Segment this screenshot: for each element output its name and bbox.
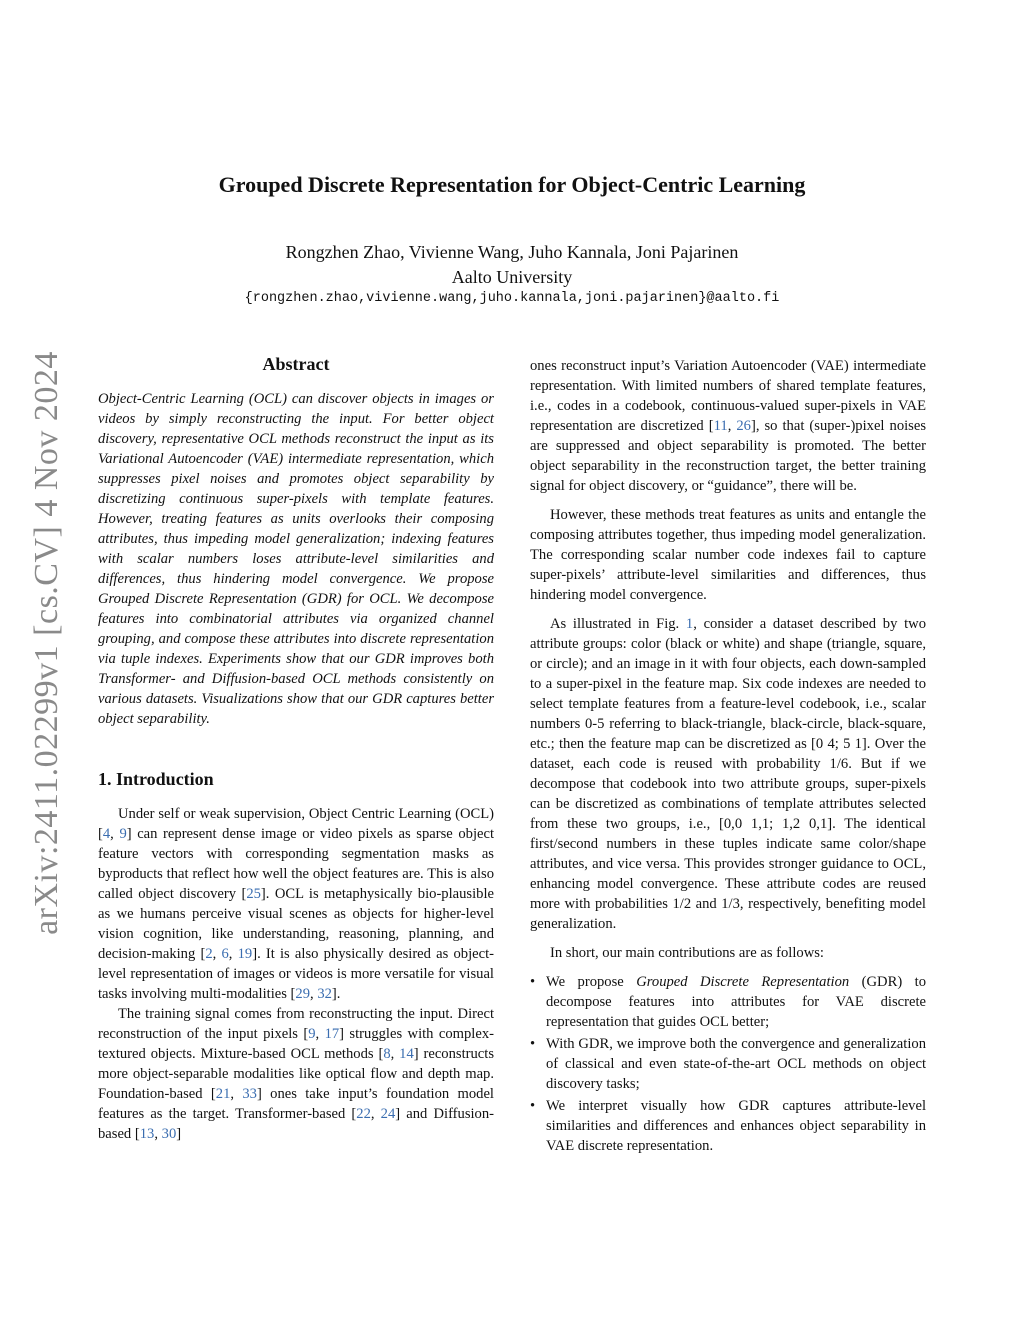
abstract-text: Object-Centric Learning (OCL) can discover objects in images or videos by simply reconstructing the input. For better object discovery, representative OCL methods reconstruct the input as its Variational Autoencoder (VAE) intermediate representation, which suppresses pixel noises and promotes object separability by discretizing continuous super-pixels with template features. However, treating features as units overlooks their composing attributes, thus impeding model generalization; indexing features with scalar numbers loses attribute-level similarities and differences, thus hindering model convergence. We propose Grouped Discrete Representation (GDR) for OCL. We decompose features into combinatorial attributes via organized channel grouping, and compose these attributes into discrete representation via tuple indexes. Experiments show that our GDR improves both Transformer- and Diffusion-based OCL methods consistently on various datasets. Visualizations show that our GDR captures better object separability. (98, 391, 494, 727)
paper-title: Grouped Discrete Representation for Object-Centric Learning (218, 172, 806, 197)
citation-link[interactable]: 8 (383, 1046, 391, 1062)
section-heading-introduction: 1. Introduction (98, 769, 214, 789)
inline-math-fraction: 1/3 (721, 896, 740, 912)
abstract-heading: Abstract (262, 354, 330, 374)
citation-link[interactable]: 19 (237, 946, 253, 962)
inline-math-matrix: [0 4; 5 1] (811, 736, 867, 752)
citation-link[interactable]: 25 (246, 886, 261, 902)
affiliation: Aalto University (451, 267, 573, 287)
left-column (98, 354, 494, 1144)
citation-link[interactable]: 2 (205, 946, 213, 962)
inline-math-matrix: [0,0 1,1; 1,2 0,1] (719, 816, 833, 832)
list-item: • We interpret visually how GDR captures attribute-level similarities and differences and enhances object separability in VAE discrete representation. (530, 1096, 926, 1156)
citation-link[interactable]: 4 (102, 826, 111, 842)
inline-math-fraction: 1/6 (829, 756, 849, 772)
contributions-list (530, 972, 926, 1156)
arxiv-id-text: arXiv:2411.02299v1 [cs.CV] 4 Nov 2024 (28, 351, 65, 935)
list-item: • We propose Grouped Discrete Representation (GDR) to decompose features into attributes for VAE discrete representation that guides OCL better; (530, 972, 926, 1032)
citation-link[interactable]: 32 (317, 986, 332, 1002)
citation-link[interactable]: 21 (215, 1086, 231, 1102)
author-emails: {rongzhen.zhao,vivienne.wang,juho.kannala,joni.pajarinen}@aalto.fi (244, 291, 780, 306)
inline-math-fraction: 1/2 (672, 896, 692, 912)
intro-paragraph-3: ones reconstruct input’s Variation Autoencoder (VAE) intermediate representation. With limited numbers of shared template features, i.e., codes in a codebook, continuous-valued super-pixels in VAE representation are discretized [11, 26], so that (super-)pixel noises are suppressed and object separability is promoted. The better object separability in the reconstruction target, the better training signal for object discovery, or “guidance”, there will be. (530, 358, 927, 494)
author-names: Rongzhen Zhao, Vivienne Wang, Juho Kannala, Joni Pajarinen (285, 242, 739, 262)
citation-link[interactable]: 22 (356, 1106, 371, 1122)
list-item: • With GDR, we improve both the convergence and generalization of classical and even state-of-the-art OCL methods on object discovery tasks; (530, 1034, 926, 1094)
intro-paragraph-1: Under self or weak supervision, Object Centric Learning (OCL) [4, 9] can represent dense image or video pixels as sparse object feature vectors with corresponding segmentation masks as byproducts that reflect how well the object features are. This is also called object discovery [25]. OCL is metaphysically bio-plausible as we humans perceive visual scenes as objects for higher-level vision cognition, like understanding, reasoning, planning, and decision-making [2, 6, 19]. It is also physically desired as object-level representation of images or videos is more versatile for visual tasks involving multi-modalities [29, 32]. (98, 806, 495, 1002)
citation-link[interactable]: 9 (308, 1026, 316, 1042)
arxiv-watermark (0, 0, 90, 1325)
citation-link[interactable]: 29 (295, 986, 311, 1002)
citation-link[interactable]: 30 (161, 1126, 177, 1142)
citation-link[interactable]: 13 (139, 1126, 155, 1142)
citation-link[interactable]: 33 (242, 1086, 257, 1102)
citation-link[interactable]: 6 (221, 946, 229, 962)
citation-link[interactable]: 14 (399, 1046, 414, 1062)
citation-link[interactable]: 11 (713, 418, 728, 434)
intro-paragraph-2: The training signal comes from reconstructing the input. Direct reconstruction of the input pixels [9, 17] struggles with complex-textured objects. Mixture-based OCL methods [8, 14] reconstructs more object-separable modalities like optical flow and depth map. Foundation-based [21, 33] ones take input’s foundation model features as the target. Transformer-based [22, 24] and Diffusion-based [13, 30] (98, 1006, 495, 1142)
author-block (0, 240, 1024, 290)
citation-link[interactable]: 9 (119, 826, 127, 842)
figure-link[interactable]: 1 (685, 616, 694, 632)
citation-link[interactable]: 17 (324, 1026, 340, 1042)
intro-paragraph-5: As illustrated in Fig. 1, consider a dataset described by two attribute groups: color (black or white) and shape (triangle, square, or circle); and an image in it with four objects, each down-sampled to a super-pixel in the feature map. Six code indexes are needed to select template features from a feature-level codebook, i.e., scalar numbers 0-5 referring to black-triangle, black-circle, black-square, etc.; then the feature map can be discretized as [0 4; 5 1]. Over the dataset, each code is reused with probability 1/6. But if we decompose that codebook into two attribute groups, super-pixels can be discretized as combinations of template attributes selected from these two groups, i.e., [0,0 1,1; 1,2 0,1]. The identical first/second numbers in these tuples indicate same color/shape attributes, and vice versa. This provides stronger guidance to OCL, enhancing model convergence. These attribute codes are reused more with probabilities 1/2 and 1/3, respectively, benefiting model generalization. (530, 616, 926, 932)
right-column (530, 356, 926, 1158)
citation-link[interactable]: 26 (736, 418, 751, 434)
intro-paragraph-4: However, these methods treat features as units and entangle the composing attributes together, thus impeding model generalization. The corresponding scalar number code indexes fail to capture super-pixels’ attribute-level similarities and differences, thus hindering model convergence. (530, 507, 926, 603)
citation-link[interactable]: 24 (380, 1106, 396, 1122)
intro-paragraph-6: In short, our main contributions are as follows: (550, 945, 824, 961)
